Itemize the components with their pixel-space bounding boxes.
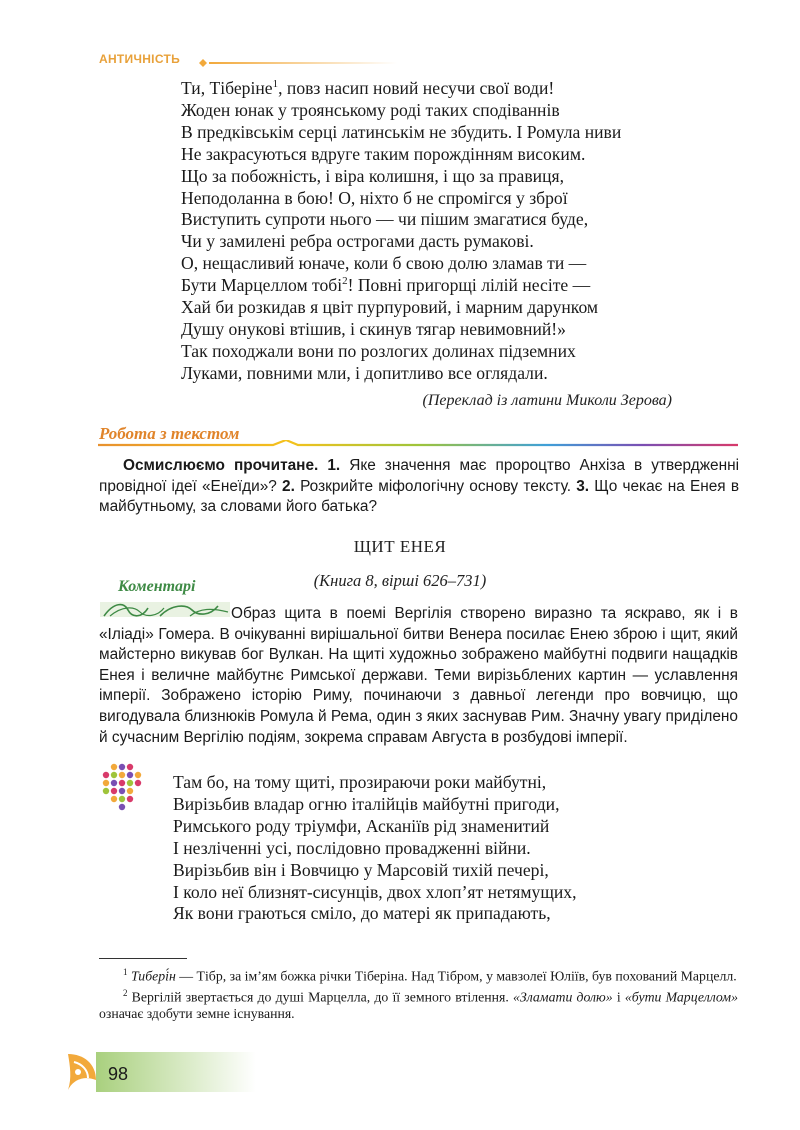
commentary-label: Коментарі (118, 578, 196, 595)
poem-line: Чи у замилені ребра острогами дасть румакові. (181, 231, 534, 252)
poem-line: Не закрасуються вдруге таким порождінням високим. (181, 143, 586, 164)
poem-part-one (181, 78, 621, 385)
poem-line: Так походжали вони по розлогих долинах підземних (181, 340, 576, 361)
poem-line: Ти, Тіберіне$^1$, повз насип новий несучи свої води! (181, 78, 555, 98)
poem-line: В предківськім серці латинськім не збудить. І Ромула ниви (181, 121, 622, 142)
question-number: 2. (282, 477, 295, 495)
poem-part-two (173, 772, 576, 925)
footnote-2: $^2$ Вергілій звертається до душі Марцелла, до її земного втілення. «Зламати долю» і «бути Марцеллом» означає здобути земне існування. (99, 988, 738, 1022)
poem-line: Хай би розкидав я цвіт пурпуровий, і марним дарунком (181, 297, 599, 318)
section-rainbow-rule (98, 440, 738, 450)
questions-lead: Осмислюємо прочитане. (123, 457, 319, 474)
poem-line: Вирізьбив владар огню італійців майбутні пригоди, (173, 793, 560, 814)
dots-ornament (100, 763, 150, 811)
poem-line: Що за побожність, і віра колишня, і що за правиця, (181, 165, 564, 186)
translator-note: (Переклад із латини Миколи Зерова) (422, 392, 672, 409)
footnotes (99, 964, 738, 1023)
poem-line: Як вони граються сміло, до матері як припадають, (173, 903, 551, 924)
question-text: Що чекає на Енея в майбутньому, за словами його батька? (99, 477, 739, 515)
footnote-divider (99, 958, 187, 959)
work-section-title: Робота з текстом (99, 424, 240, 443)
questions-block (99, 456, 739, 518)
question-number: 3. (576, 477, 590, 495)
poem-line: Жоден юнак у троянському роді таких сподіваннів (181, 99, 560, 120)
section-header-label: АНТИЧНІСТЬ (99, 52, 181, 66)
page-number: 98 (108, 1064, 129, 1084)
question-text: Розкрийте міфологічну основу тексту. (294, 477, 577, 495)
footnote-ref-1: 1 (272, 78, 279, 91)
header-decorative-rule (199, 58, 399, 68)
poem-line: Бути Марцеллом тобі$^2$! Повні пригорщі лілій несіте — (181, 275, 591, 296)
poem-line: Там бо, на тому щиті, прозираючи роки майбутні, (173, 772, 547, 792)
poem-subtitle: (Книга 8, вірші 626–731) (313, 571, 487, 590)
footnote-1: $^1$ Тибері́н — Тібр, за ім’ям божка річки Тіберіна. Над Тібром, у мавзолеї Юліїв, був похований Марцелл. (123, 967, 737, 984)
poem-line: Душу онукові втішив, і скинув тягар невимовний!» (181, 318, 566, 339)
poem-line: Римського роду тріумфи, Асканіїв рід знаменитий (173, 815, 550, 836)
question-number: 1. (327, 457, 341, 474)
poem-line: І незліченні усі, послідовно провадженні війни. (173, 837, 531, 858)
poem-line: Виступить супроти нього — чи пішим змагатися буде, (181, 209, 589, 230)
poem-line: І коло неї близнят-сисунців, двох хлоп’ят нетямущих, (173, 881, 577, 902)
poem-line: О, нещасливий юначе, коли б свою долю зламав ти — (181, 253, 587, 274)
poem-line: Луками, повними мли, і допитливо все оглядали. (181, 362, 548, 383)
poem-line: Вирізьбив він і Вовчицю у Марсовій тихій печері, (173, 859, 549, 880)
footnote-ref-2: 2 (342, 275, 348, 288)
page-corner-ornament (64, 1050, 100, 1094)
commentary-text: Образ щита в поемі Вергілія створено виразно та яскраво, як і в «Іліаді» Гомера. В очікуванні вирішальної битви Венера посилає Енею зброю і щит, який майстерно викував бог Вулкан. На щиті художньо зображено майбутні подвиги нащадків Енея і величне майбутнє Римської держави. Теми вирізьблених картин — уславлення імперії. Зображено історію Риму, починаючи з давньої легенди про вовчицю, що вигодувала близнюків Ромула й Рема, один з яких заснував Рим. Значну увагу приділено й сучасним Вергілію подіям, зокрема справам Августа в розбудові імперії. (99, 605, 738, 746)
poem-line: Неподоланна в бою! О, ніхто б не спромігся у зброї (181, 187, 568, 208)
poem-title: ЩИТ ЕНЕЯ (353, 537, 447, 556)
question-text: Яке значення має пророцтво Анхіза в утвердженні провідної ідеї «Енеїди»? (99, 457, 740, 495)
